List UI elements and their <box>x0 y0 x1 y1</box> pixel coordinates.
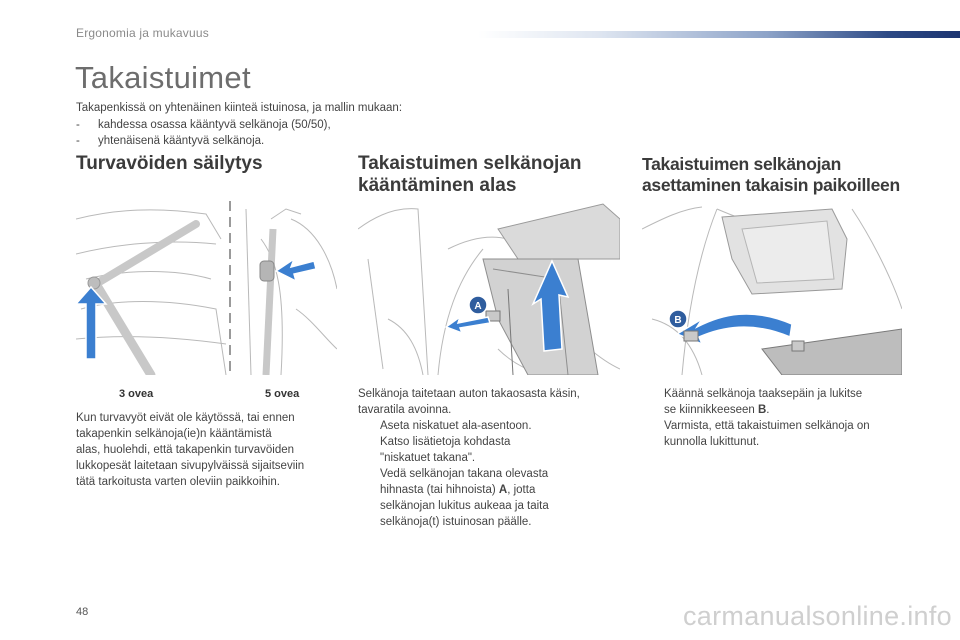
label-a-text: A <box>474 301 482 312</box>
page-title: Takaistuimet <box>75 60 251 95</box>
intro-list-item: - yhtenäisenä kääntyvä selkänoja. <box>76 135 265 147</box>
intro-list-item: - kahdessa osassa kääntyvä selkänoja (50/50), <box>76 118 331 131</box>
col1-title: Turvavöiden säilytys <box>76 153 263 174</box>
col2-title: Takaistuimen selkänojan kääntäminen alas <box>358 153 582 196</box>
raise-illustration-svg <box>642 199 902 375</box>
pull-strap-arrow-icon <box>446 317 490 333</box>
left-arrow-icon <box>276 259 316 281</box>
seatback-fold-illustration <box>358 199 620 375</box>
col2-bullet-2: Vedä selkänojan takana olevasta hihnasta (tai hihnoista) A, jotta selkänojan lukitus aukeaa ja taita selkänoja(t) istuinosan päälle. <box>380 468 549 528</box>
col2-bullet-1: Aseta niskatuet ala-asentoon. Katso lisätietoja kohdasta "niskatuet takana". <box>380 420 532 464</box>
header-gradient-bar <box>478 31 960 38</box>
col1-body: Kun turvavyöt eivät ole käytössä, tai ennen takapenkin selkänoja(ie)n kääntämistä alas, huolehdi, että takapenkin turvavöiden lukkopesät laitetaan sivupylväissä sijaitseviin tätä tarkoitusta varten oleviin paikkoihin. <box>76 412 305 488</box>
intro-text <box>76 100 402 150</box>
col3-title: Takaistuimen selkänojan asettaminen takaisin paikoilleen <box>642 154 900 195</box>
caption-3-door: 3 ovea <box>119 388 154 400</box>
intro-sentence: Takapenkissä on yhtenäinen kiinteä istuinosa, ja mallin mukaan: <box>76 102 403 114</box>
caption-5-door: 5 ovea <box>265 388 300 400</box>
label-b-text: B <box>674 315 682 326</box>
section-header: Ergonomia ja mukavuus <box>76 26 209 40</box>
seatbelt-illustration-svg <box>76 199 337 375</box>
fold-illustration-svg <box>358 199 620 375</box>
col3-bullet-2: Varmista, että takaistuimen selkänoja on kunnolla lukittunut. <box>664 420 870 448</box>
page-number: 48 <box>76 606 89 618</box>
seatbelt-storage-illustration <box>76 199 337 375</box>
col3-bullet-1: Käännä selkänoja taaksepäin ja lukitse se kiinnikkeeseen B. <box>664 388 863 416</box>
up-arrow-icon <box>76 287 106 359</box>
col3-body <box>642 386 870 450</box>
watermark: carmanualsonline.info <box>683 601 952 631</box>
col2-body: Selkänoja taitetaan auton takaosasta käsin, tavaratila avoinna. Aseta niskatuet ala-asentoon. Katso lisätietoja kohdasta "niskatuet takana". Vedä selkänojan takana olevasta hihnasta (tai hihnoista) A, jotta selkänojan lukitus aukeaa ja taita selkänoja(t) istuinosan päälle. <box>358 388 580 528</box>
seatback-raise-illustration <box>642 199 902 375</box>
